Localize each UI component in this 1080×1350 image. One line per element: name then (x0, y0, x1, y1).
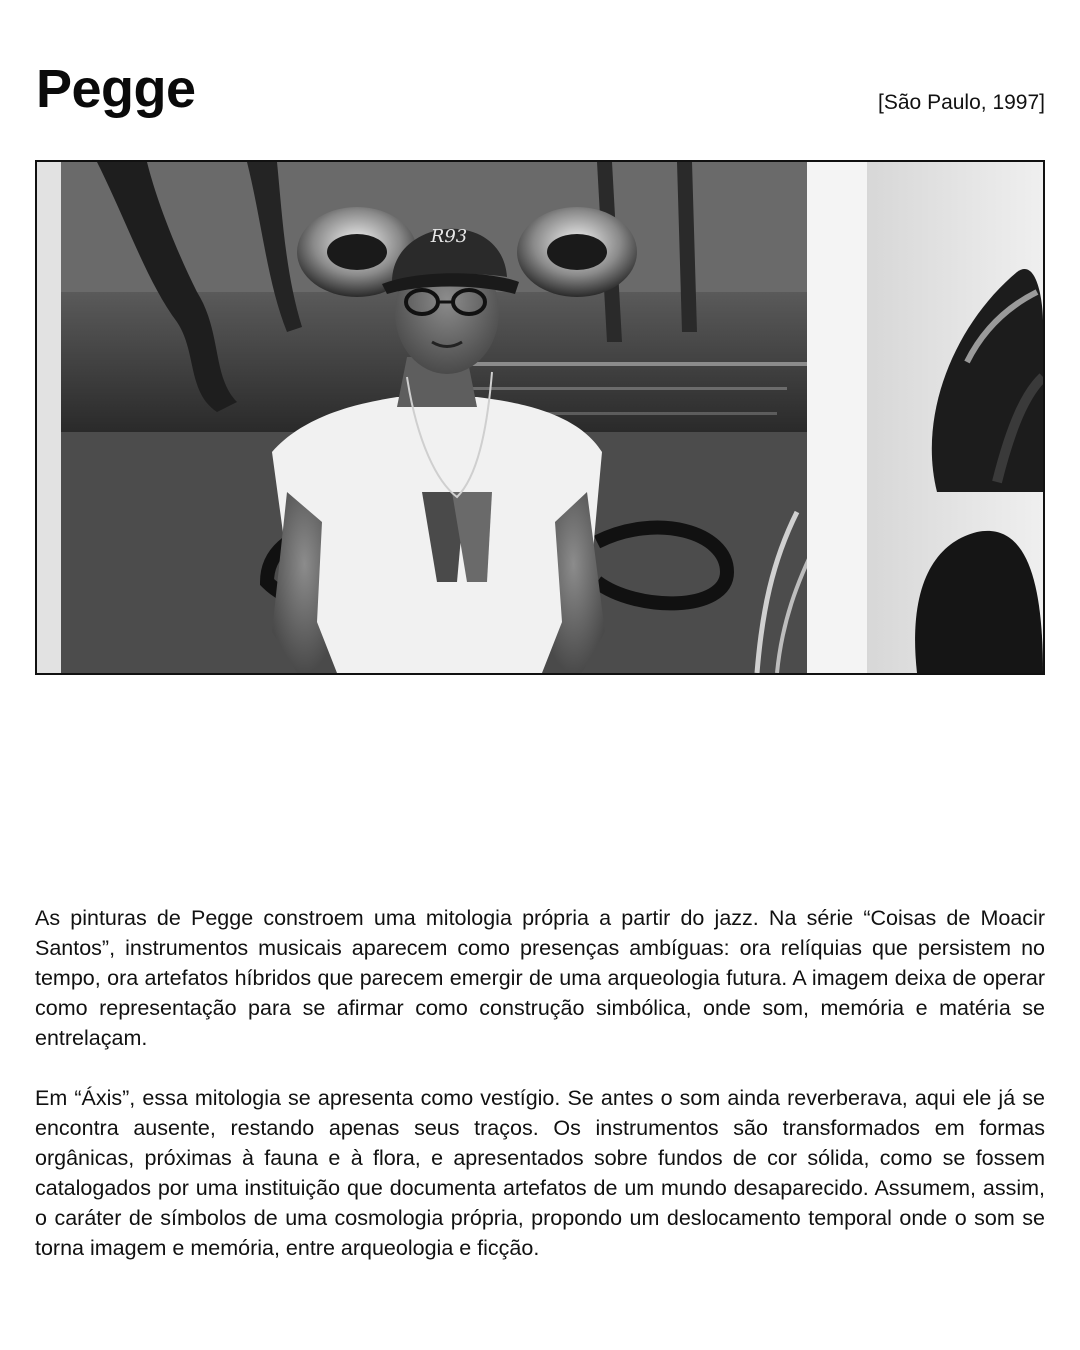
artist-origin: [São Paulo, 1997] (878, 91, 1045, 114)
statement-paragraph: Em “Áxis”, essa mitologia se apresenta como vestígio. Se antes o som ainda reverberava, aqui ele já se encontra ausente, restando apenas seus traços. Os instrumentos são transformados em formas orgânicas, próximas à fauna e à flora, e apresentados sobre fundos de cor sólida, como se fossem catalogados por uma instituição que documenta artefatos de um mundo desaparecido. Assumem, assim, o caráter de símbolos de uma cosmologia própria, propondo um deslocamento temporal onde o som se torna imagem e memória, entre arqueologia e ficção. (35, 1086, 1045, 1260)
statement-paragraph: As pinturas de Pegge constroem uma mitologia própria a partir do jazz. Na série “Coisas de Moacir Santos”, instrumentos musicais aparecem como presenças ambíguas: ora relíquias que persistem no tempo, ora artefatos híbridos que parecem emergir de uma arqueologia futura. A imagem deixa de operar como representação para se afirmar como construção simbólica, onde som, memória e matéria se entrelaçam. (35, 906, 1045, 1050)
cap-logo-text: R93 (430, 226, 468, 247)
artist-name: Pegge (36, 59, 196, 119)
photo-illustration (37, 162, 1043, 673)
page-header (36, 59, 1045, 119)
artist-statement (35, 903, 1045, 1293)
artist-portrait-photo (35, 160, 1045, 675)
